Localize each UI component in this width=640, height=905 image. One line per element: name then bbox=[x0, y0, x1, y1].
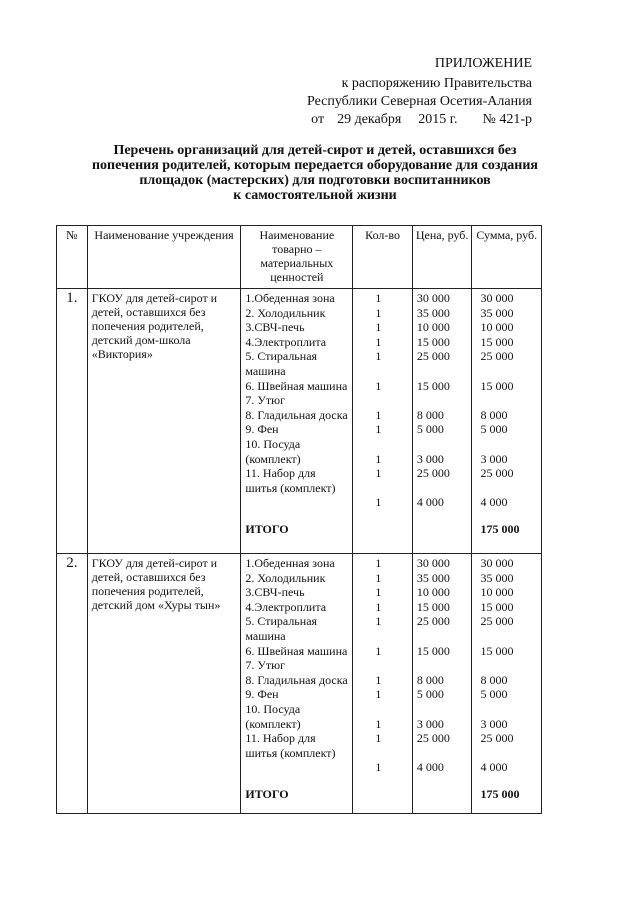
quantity-value: 1 bbox=[375, 466, 382, 481]
table-body bbox=[57, 289, 542, 814]
price-value bbox=[417, 393, 472, 408]
qty-column bbox=[353, 289, 412, 554]
price-value: 35 000 bbox=[416, 305, 450, 320]
appendix-title: ПРИЛОЖЕНИЕ bbox=[434, 56, 532, 71]
goods-item bbox=[245, 495, 350, 510]
price-column bbox=[412, 289, 472, 554]
price-value bbox=[417, 437, 472, 452]
title-line: площадок (мастерских) для подготовки воспитанников bbox=[139, 173, 491, 188]
price-value: 3 000 bbox=[416, 451, 444, 466]
goods-item: 11. Набор для bbox=[245, 466, 316, 481]
goods-item: 7. Утюг bbox=[245, 658, 286, 673]
quantity-value: 1 bbox=[375, 570, 382, 585]
goods-item: 5. Стиральная bbox=[245, 614, 318, 629]
table-row bbox=[57, 289, 542, 554]
sum-value: 25 000 bbox=[480, 466, 514, 481]
total-label: ИТОГО bbox=[245, 521, 289, 536]
price-value: 35 000 bbox=[416, 570, 450, 585]
price-value: 15 000 bbox=[416, 599, 450, 614]
quantity-value: 1 bbox=[375, 731, 382, 746]
price-column bbox=[412, 554, 472, 814]
qty-column bbox=[353, 554, 412, 814]
sum-column bbox=[472, 289, 542, 554]
price-value: 25 000 bbox=[416, 614, 450, 629]
date-year: 2015 г. bbox=[418, 112, 458, 127]
sum-value: 15 000 bbox=[480, 643, 514, 658]
document-title bbox=[60, 143, 570, 203]
quantity-value: 1 bbox=[375, 378, 382, 393]
header-qty: Кол-во bbox=[353, 226, 412, 289]
price-value bbox=[417, 702, 472, 717]
institution-name: ГКОУ для детей-сирот и детей, оставшихся без попечения родителей, детский дом-школа «Виктория» bbox=[87, 289, 241, 554]
goods-item: 10. Посуда bbox=[245, 436, 301, 451]
sum-value bbox=[480, 481, 541, 496]
goods-item: 3.СВЧ-печь bbox=[245, 320, 305, 335]
goods-item bbox=[245, 760, 350, 775]
quantity-value: 1 bbox=[375, 760, 382, 775]
items-column bbox=[241, 289, 353, 554]
quantity-value bbox=[375, 746, 411, 761]
goods-item: (комплект) bbox=[245, 451, 301, 466]
goods-item: шитья (комплект) bbox=[245, 480, 336, 495]
price-value: 4 000 bbox=[416, 760, 444, 775]
goods-item: 5. Стиральная bbox=[245, 349, 318, 364]
sum-value: 4 000 bbox=[480, 760, 508, 775]
total-sum: 175 000 bbox=[480, 521, 520, 536]
date-prefix: от bbox=[311, 112, 325, 127]
quantity-value bbox=[375, 702, 411, 717]
row-number: 1. bbox=[57, 289, 88, 554]
sum-value: 25 000 bbox=[480, 349, 514, 364]
appendix-government: Республики Северная Осетия-Алания bbox=[307, 94, 532, 109]
date-value: 29 декабря bbox=[337, 112, 402, 127]
quantity-value: 1 bbox=[375, 334, 382, 349]
quantity-value: 1 bbox=[375, 556, 382, 570]
appendix-date-line bbox=[311, 111, 532, 129]
price-value: 10 000 bbox=[416, 585, 450, 600]
price-value: 5 000 bbox=[416, 422, 444, 437]
sum-value: 25 000 bbox=[480, 614, 514, 629]
goods-item: шитья (комплект) bbox=[245, 745, 336, 760]
quantity-value bbox=[375, 658, 411, 673]
sum-value: 10 000 bbox=[480, 585, 514, 600]
goods-item: 6. Швейная машина bbox=[245, 378, 348, 393]
price-value: 15 000 bbox=[416, 334, 450, 349]
row-number: 2. bbox=[57, 554, 88, 814]
table-header-row bbox=[57, 226, 542, 289]
price-value: 25 000 bbox=[416, 466, 450, 481]
quantity-value: 1 bbox=[375, 716, 382, 731]
price-value: 3 000 bbox=[416, 716, 444, 731]
sum-value bbox=[480, 393, 541, 408]
price-value bbox=[417, 481, 472, 496]
sum-value: 35 000 bbox=[480, 305, 514, 320]
quantity-value bbox=[375, 629, 411, 644]
quantity-value: 1 bbox=[375, 407, 382, 422]
goods-item: 9. Фен bbox=[245, 687, 279, 702]
quantity-value bbox=[375, 437, 411, 452]
quantity-value: 1 bbox=[375, 451, 382, 466]
goods-item: 2. Холодильник bbox=[245, 305, 326, 320]
goods-item: 8. Гладильная доска bbox=[245, 672, 348, 687]
goods-item: 1.Обеденная зона bbox=[245, 291, 335, 305]
total-label: ИТОГО bbox=[245, 786, 289, 801]
quantity-value: 1 bbox=[375, 643, 382, 658]
goods-item: 1.Обеденная зона bbox=[245, 556, 335, 570]
quantity-value: 1 bbox=[375, 585, 382, 600]
goods-item: (комплект) bbox=[245, 716, 301, 731]
sum-value: 10 000 bbox=[480, 320, 514, 335]
header-num: № bbox=[57, 226, 88, 289]
header-institution: Наименование учреждения bbox=[87, 226, 241, 289]
quantity-value: 1 bbox=[375, 495, 382, 510]
sum-value bbox=[480, 658, 541, 673]
quantity-value: 1 bbox=[375, 305, 382, 320]
quantity-value: 1 bbox=[375, 320, 382, 335]
goods-item: 7. Утюг bbox=[245, 393, 286, 408]
price-value bbox=[417, 746, 472, 761]
order-number: № 421-р bbox=[482, 112, 532, 127]
price-value: 8 000 bbox=[416, 672, 444, 687]
sum-value bbox=[480, 437, 541, 452]
goods-item: 10. Посуда bbox=[245, 701, 301, 716]
sum-value: 8 000 bbox=[480, 407, 508, 422]
header-goods: Наименование товарно – материальных ценностей bbox=[241, 226, 353, 289]
title-line: попечения родителей, которым передается оборудование для создания bbox=[91, 158, 538, 173]
sum-value: 3 000 bbox=[480, 451, 508, 466]
quantity-value: 1 bbox=[375, 687, 382, 702]
items-column bbox=[241, 554, 353, 814]
price-value: 25 000 bbox=[416, 731, 450, 746]
price-value bbox=[417, 629, 472, 644]
goods-item: 4.Электроплита bbox=[245, 334, 327, 349]
price-value: 4 000 bbox=[416, 495, 444, 510]
quantity-value: 1 bbox=[375, 422, 382, 437]
header-price: Цена, руб. bbox=[412, 226, 472, 289]
sum-value bbox=[480, 746, 541, 761]
goods-item: 4.Электроплита bbox=[245, 599, 327, 614]
appendix-to-order: к распоряжению Правительства bbox=[341, 76, 532, 91]
title-line: к самостоятельной жизни bbox=[233, 188, 397, 203]
quantity-value: 1 bbox=[375, 349, 382, 364]
sum-column bbox=[472, 554, 542, 814]
price-value: 8 000 bbox=[416, 407, 444, 422]
sum-value: 30 000 bbox=[480, 556, 514, 570]
sum-value: 15 000 bbox=[480, 378, 514, 393]
goods-item: 9. Фен bbox=[245, 422, 279, 437]
price-value: 30 000 bbox=[416, 291, 450, 305]
price-value: 25 000 bbox=[416, 349, 450, 364]
table-row bbox=[57, 554, 542, 814]
sum-value bbox=[480, 364, 541, 379]
goods-item: 2. Холодильник bbox=[245, 570, 326, 585]
price-value: 30 000 bbox=[416, 556, 450, 570]
price-value bbox=[417, 364, 472, 379]
price-value: 15 000 bbox=[416, 378, 450, 393]
sum-value: 3 000 bbox=[480, 716, 508, 731]
goods-item: 11. Набор для bbox=[245, 731, 316, 746]
quantity-value: 1 bbox=[375, 599, 382, 614]
sum-value: 4 000 bbox=[480, 495, 508, 510]
quantity-value bbox=[375, 364, 411, 379]
sum-value: 35 000 bbox=[480, 570, 514, 585]
sum-value: 5 000 bbox=[480, 687, 508, 702]
title-line: Перечень организаций для детей-сирот и детей, оставшихся без bbox=[113, 143, 517, 158]
organizations-table bbox=[56, 225, 542, 814]
price-value: 5 000 bbox=[416, 687, 444, 702]
quantity-value bbox=[375, 393, 411, 408]
goods-item: 3.СВЧ-печь bbox=[245, 585, 305, 600]
sum-value bbox=[480, 629, 541, 644]
goods-item: 8. Гладильная доска bbox=[245, 407, 348, 422]
goods-item: машина bbox=[245, 628, 286, 643]
quantity-value: 1 bbox=[375, 672, 382, 687]
sum-value: 8 000 bbox=[480, 672, 508, 687]
header-sum: Сумма, руб. bbox=[472, 226, 542, 289]
price-value bbox=[417, 658, 472, 673]
price-value: 10 000 bbox=[416, 320, 450, 335]
total-sum: 175 000 bbox=[480, 786, 520, 801]
price-value: 15 000 bbox=[416, 643, 450, 658]
sum-value: 15 000 bbox=[480, 334, 514, 349]
institution-name: ГКОУ для детей-сирот и детей, оставшихся без попечения родителей, детский дом «Хуры тын» bbox=[87, 554, 241, 814]
goods-item: 6. Швейная машина bbox=[245, 643, 348, 658]
quantity-value bbox=[375, 481, 411, 496]
quantity-value: 1 bbox=[375, 291, 382, 305]
sum-value bbox=[480, 702, 541, 717]
sum-value: 5 000 bbox=[480, 422, 508, 437]
goods-item: машина bbox=[245, 363, 286, 378]
sum-value: 30 000 bbox=[480, 291, 514, 305]
quantity-value: 1 bbox=[375, 614, 382, 629]
sum-value: 25 000 bbox=[480, 731, 514, 746]
sum-value: 15 000 bbox=[480, 599, 514, 614]
